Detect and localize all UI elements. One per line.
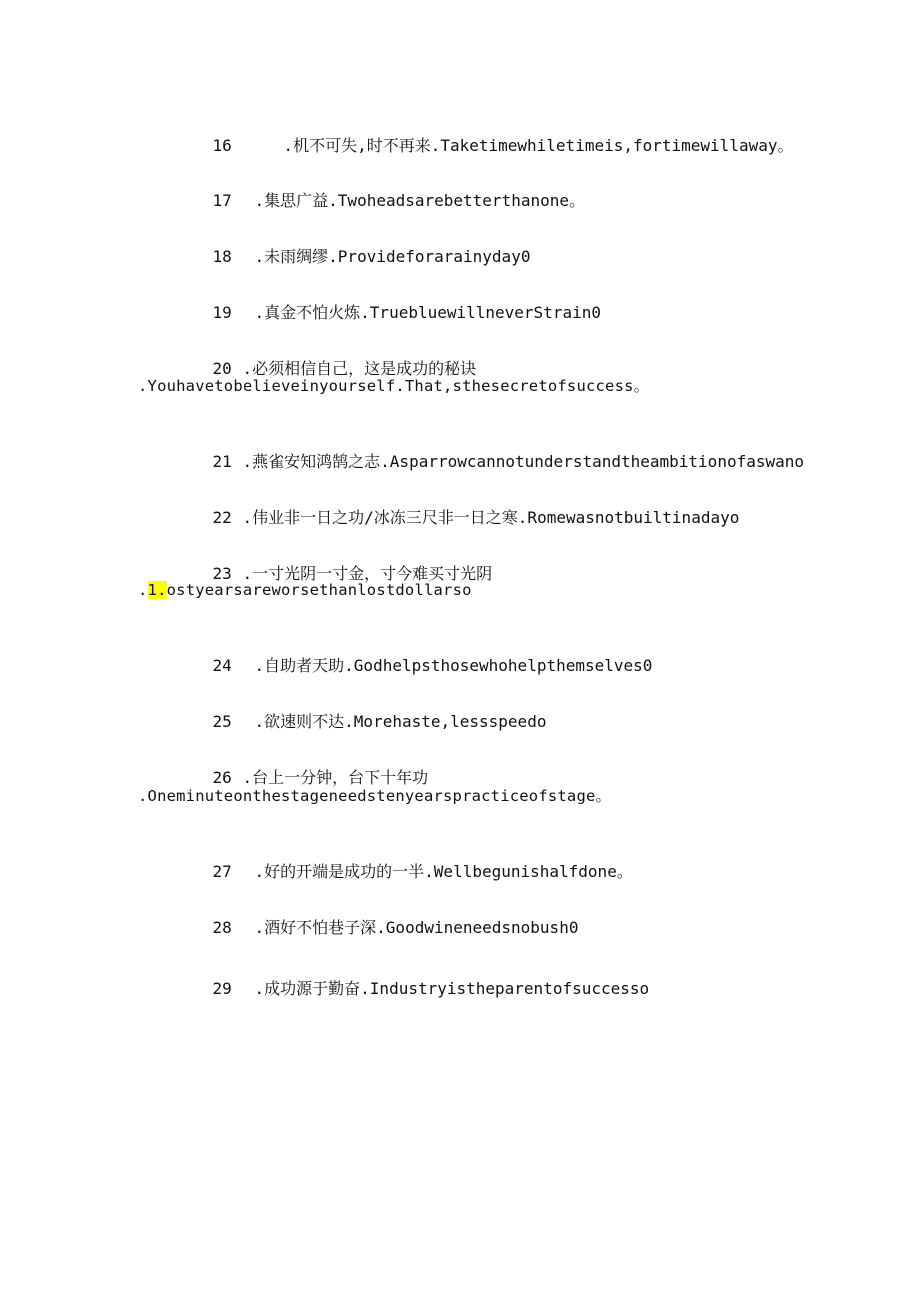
entry-27 [174,842,633,902]
entry-number: 24 [212,656,232,675]
entry-text: .成功源于勤奋.Industryistheparentofsuccesso [254,979,650,998]
entry-number: 18 [212,247,232,266]
entry-text: .台上一分钟，台下十年功 [242,768,429,787]
entry-number: 25 [212,712,232,731]
continuation-rest: ostyearsareworsethanlostdollarso [166,581,472,599]
highlighted-text: 1. [147,581,167,599]
entry-text: .机不可失,时不再来.Taketimewhiletimeis,fortimewillaway。 [254,136,794,155]
entry-text: .必须相信自己，这是成功的秘诀 [242,359,477,378]
entry-number: 16 [212,136,232,155]
entry-28 [174,898,578,958]
entry-text: .未雨绸缪.Provideforarainyday0 [254,247,531,266]
entry-text: .自助者天助.Godhelpsthosewhohelpthemselves0 [254,656,653,675]
entry-text: .酒好不怕巷子深.Goodwineneedsnobush0 [254,918,579,937]
entry-text: .燕雀安知鸿鹄之志.Asparrowcannotunderstandtheambitionofaswano [242,452,805,471]
entry-23-continuation [138,580,472,600]
entry-26-continuation: .Oneminuteonthestageneedstenyearspracticeofstage。 [138,787,612,805]
entry-text: .伟业非一日之功/冰冻三尺非一日之寒.Romewasnotbuiltinadayo [242,508,740,527]
entry-text: .好的开端是成功的一半.Wellbegunishalfdone。 [254,862,633,881]
entry-text: .欲速则不达.Morehaste,lessspeedo [254,712,547,731]
entry-16 [174,116,793,176]
entry-21 [174,432,804,492]
entry-17 [174,171,585,231]
continuation-prefix: . [138,581,148,599]
entry-18 [174,227,530,287]
entry-text: .真金不怕火炼.TruebluewillneverStrain0 [254,303,601,322]
entry-number: 26 [212,768,232,787]
entry-22 [174,488,739,548]
entry-20-continuation: .Youhavetobelieveinyourself.That,sthesecretofsuccess。 [138,377,650,395]
entry-24 [174,636,652,696]
entry-19 [174,283,601,343]
entry-number: 21 [212,452,232,471]
entry-number: 27 [212,862,232,881]
entry-29 [174,959,649,1019]
entry-number: 22 [212,508,232,527]
entry-number: 29 [212,979,232,998]
entry-25 [174,692,546,752]
entry-text: .集思广益.Twoheadsarebetterthanone。 [254,191,585,210]
entry-text: .一寸光阴一寸金，寸今难买寸光阴 [242,564,493,583]
entry-number: 17 [212,191,232,210]
entry-number: 23 [212,564,232,583]
entry-number: 28 [212,918,232,937]
entry-number: 19 [212,303,232,322]
entry-number: 20 [212,359,232,378]
